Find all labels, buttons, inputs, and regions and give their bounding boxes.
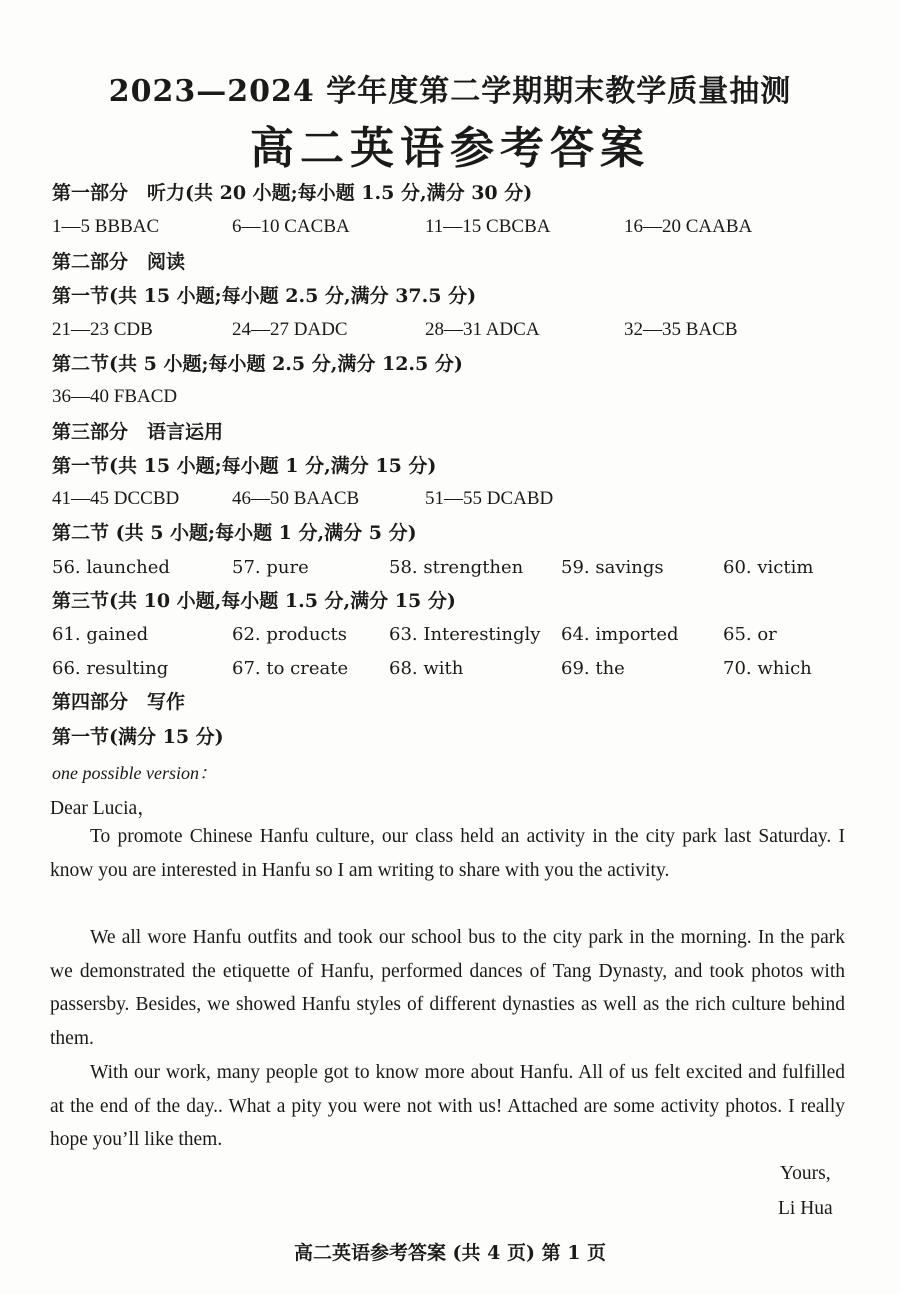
part1-heading: 第一部分 听力(共 20 小题;每小题 1.5 分,满分 30 分): [52, 182, 533, 204]
answer-item: 70. which: [723, 658, 812, 679]
part2-section1-heading: 第一节(共 15 小题;每小题 2.5 分,满分 37.5 分): [52, 285, 477, 307]
page-footer: 高二英语参考答案 (共 4 页) 第 1 页: [293, 1242, 607, 1264]
answer-item: 56. launched: [52, 557, 170, 578]
answer-item: 64. imported: [561, 624, 679, 645]
answer-item: 68. with: [389, 658, 464, 679]
answer-group: 1—5 BBBAC: [52, 216, 160, 237]
answer-item: 58. strengthen: [389, 557, 524, 578]
part4-section1-heading: 第一节(满分 15 分): [52, 726, 224, 748]
letter-paragraph: With our work, many people got to know more about Hanfu. All of us felt excited and fulfilled at the end of the day.. What a pity you were not with us! Attached are some activity photos. I really hope you’ll like them.: [50, 1062, 845, 1150]
version-label: one possible version：: [52, 763, 217, 783]
answer-item: 62. products: [232, 624, 347, 645]
answer-item: 59. savings: [561, 557, 664, 578]
answer-group: 16—20 CAABA: [624, 216, 753, 237]
part3-heading: 第三部分 语言运用: [52, 421, 224, 443]
answer-item: 57. pure: [232, 557, 309, 578]
answer-group: 32—35 BACB: [624, 319, 738, 340]
answer-item: 60. victim: [723, 557, 814, 578]
part2-heading: 第二部分 阅读: [52, 251, 186, 273]
answer-group: 51—55 DCABD: [425, 488, 554, 509]
document-title: 高二英语参考答案: [250, 123, 650, 174]
part3-section1-heading: 第一节(共 15 小题;每小题 1 分,满分 15 分): [52, 455, 437, 477]
answer-group: 36—40 FBACD: [52, 386, 178, 407]
part4-heading: 第四部分 写作: [52, 691, 186, 713]
letter-salutation: Dear Lucia，: [50, 798, 157, 819]
answer-item: 69. the: [561, 658, 625, 679]
letter-closing: Yours,: [780, 1163, 831, 1184]
answer-group: 11—15 CBCBA: [425, 216, 551, 237]
answer-group: 21—23 CDB: [52, 319, 153, 340]
letter-signature: Li Hua: [778, 1198, 833, 1219]
letter-paragraph: We all wore Hanfu outfits and took our school bus to the city park in the morning. In the park we demonstrated the etiquette of Hanfu, performed dances of Tang Dynasty, and took photos with passersby. Besides, we showed Hanfu styles of different dynasties as well as the rich culture behind them.: [50, 927, 845, 1049]
answer-item: 63. Interestingly: [389, 624, 541, 645]
answer-group: 6—10 CACBA: [232, 216, 350, 237]
part2-section2-heading: 第二节(共 5 小题;每小题 2.5 分,满分 12.5 分): [52, 353, 463, 375]
exam-title: 2023—2024 学年度第二学期期末教学质量抽测: [108, 74, 792, 109]
answer-group: 24—27 DADC: [232, 319, 348, 340]
letter-paragraph: To promote Chinese Hanfu culture, our class held an activity in the city park last Saturday. I know you are interested in Hanfu so I am writing to share with you the activity.: [50, 826, 845, 881]
answer-item: 65. or: [723, 624, 777, 645]
answer-item: 67. to create: [232, 658, 349, 679]
answer-item: 66. resulting: [52, 658, 169, 679]
part3-section2-heading: 第二节 (共 5 小题;每小题 1 分,满分 5 分): [52, 522, 417, 544]
answer-group: 28—31 ADCA: [425, 319, 540, 340]
answer-item: 61. gained: [52, 624, 149, 645]
answer-group: 46—50 BAACB: [232, 488, 360, 509]
answer-group: 41—45 DCCBD: [52, 488, 180, 509]
part3-section3-heading: 第三节(共 10 小题,每小题 1.5 分,满分 15 分): [52, 590, 456, 612]
